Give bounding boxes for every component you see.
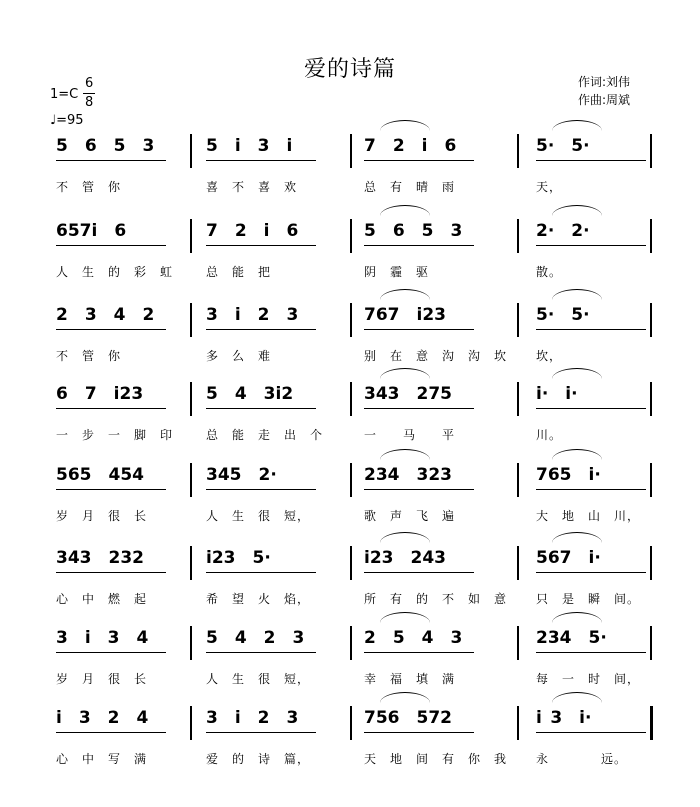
barline: [350, 626, 352, 660]
measure-notes: 767 i23: [364, 305, 446, 325]
slur-mark: [380, 692, 430, 703]
measure-notes: 3 i 2 3: [206, 305, 299, 325]
measure-lyrics: 幸 福 填 满: [364, 672, 456, 686]
score-row: [0, 213, 700, 283]
slur-mark: [380, 205, 430, 216]
barline: [650, 303, 652, 337]
barline: [190, 706, 192, 740]
tempo-marking: ♩=95: [50, 113, 84, 128]
measure-notes: i 3 2 4: [56, 708, 149, 728]
measure-notes: 343 275: [364, 384, 452, 404]
score-row: [0, 376, 700, 446]
beam-underline: [536, 245, 646, 246]
barline: [650, 219, 652, 253]
measure-lyrics: 人 生 很 短，: [206, 509, 311, 523]
barline: [350, 382, 352, 416]
score-row: [0, 700, 700, 770]
measure-notes: 5· 5·: [536, 136, 590, 156]
barline: [517, 382, 519, 416]
beam-underline: [56, 652, 166, 653]
measure-notes: 3 i 3 4: [56, 628, 149, 648]
key-signature: 1=C: [50, 87, 79, 102]
measure-lyrics: 天，: [536, 180, 563, 194]
beam-underline: [206, 408, 316, 409]
barline: [517, 626, 519, 660]
barline: [190, 219, 192, 253]
measure-lyrics: 不 管 你: [56, 180, 122, 194]
measure-notes: 565 454: [56, 465, 144, 485]
measure-lyrics: 总 能 把: [206, 265, 272, 279]
beam-underline: [56, 489, 166, 490]
measure-lyrics: 只 是 瞬 间。: [536, 592, 641, 606]
beam-underline: [206, 245, 316, 246]
slur-mark: [552, 449, 602, 460]
measure-lyrics: 总 能 走 出 个: [206, 428, 324, 442]
measure-notes: i· i·: [536, 384, 578, 404]
measure-lyrics: 每 一 时 间，: [536, 672, 641, 686]
measure-lyrics: 人 生 的 彩 虹: [56, 265, 174, 279]
score-row: [0, 540, 700, 610]
beam-underline: [364, 572, 474, 573]
barline: [190, 382, 192, 416]
measure-lyrics: 坎，: [536, 349, 563, 363]
slur-mark: [552, 532, 602, 543]
slur-mark: [552, 289, 602, 300]
measure-lyrics: 心 中 写 满: [56, 752, 148, 766]
slur-mark: [380, 612, 430, 623]
measure-lyrics: 别 在 意 沟 沟 坎: [364, 349, 508, 363]
slur-mark: [552, 692, 602, 703]
beam-underline: [364, 245, 474, 246]
final-barline: [650, 706, 653, 740]
measure-notes: i 3 i·: [536, 708, 592, 728]
barline: [190, 626, 192, 660]
measure-notes: 567 i·: [536, 548, 601, 568]
slur-mark: [380, 289, 430, 300]
lyricist-credit: 作词:刘伟: [578, 75, 631, 89]
barline: [650, 626, 652, 660]
barline: [190, 546, 192, 580]
barline: [350, 134, 352, 168]
beam-underline: [56, 160, 166, 161]
barline: [517, 303, 519, 337]
song-title: 爱的诗篇: [303, 57, 396, 82]
beam-underline: [536, 489, 646, 490]
beam-underline: [206, 160, 316, 161]
measure-lyrics: 岁 月 很 长: [56, 672, 148, 686]
barline: [517, 706, 519, 740]
slur-mark: [380, 449, 430, 460]
beam-underline: [56, 408, 166, 409]
measure-notes: 5· 5·: [536, 305, 590, 325]
barline: [190, 134, 192, 168]
barline: [650, 546, 652, 580]
beam-underline: [364, 652, 474, 653]
beam-underline: [536, 329, 646, 330]
meter-numerator: 6: [85, 76, 94, 91]
barline: [650, 382, 652, 416]
barline: [650, 134, 652, 168]
measure-notes: 2· 2·: [536, 221, 590, 241]
beam-underline: [364, 160, 474, 161]
measure-notes: 2 5 4 3: [364, 628, 463, 648]
slur-mark: [552, 205, 602, 216]
measure-lyrics: 心 中 燃 起: [56, 592, 148, 606]
barline: [350, 303, 352, 337]
measure-notes: 234 323: [364, 465, 452, 485]
measure-lyrics: 不 管 你: [56, 349, 122, 363]
beam-underline: [536, 408, 646, 409]
barline: [350, 546, 352, 580]
barline: [190, 303, 192, 337]
measure-lyrics: 川。: [536, 428, 563, 442]
slur-mark: [552, 612, 602, 623]
beam-underline: [364, 408, 474, 409]
beam-underline: [364, 732, 474, 733]
beam-underline: [206, 572, 316, 573]
barline: [650, 463, 652, 497]
barline: [517, 219, 519, 253]
measure-lyrics: 一 步 一 脚 印: [56, 428, 174, 442]
barline: [517, 463, 519, 497]
measure-notes: 7 2 i 6: [364, 136, 457, 156]
score-row: [0, 457, 700, 527]
measure-notes: 6 7 i23: [56, 384, 144, 404]
beam-underline: [56, 732, 166, 733]
beam-underline: [364, 489, 474, 490]
score-row: [0, 128, 700, 198]
measure-notes: i23 5·: [206, 548, 271, 568]
measure-lyrics: 总 有 晴 雨: [364, 180, 456, 194]
measure-lyrics: 所 有 的 不 如 意: [364, 592, 508, 606]
meter-divider: [83, 93, 95, 94]
meter-denominator: 8: [85, 95, 94, 110]
measure-notes: 5 i 3 i: [206, 136, 293, 156]
beam-underline: [56, 572, 166, 573]
measure-lyrics: 阴 霾 驱: [364, 265, 430, 279]
measure-lyrics: 爱 的 诗 篇，: [206, 752, 311, 766]
barline: [517, 134, 519, 168]
barline: [517, 546, 519, 580]
barline: [350, 219, 352, 253]
score-row: [0, 297, 700, 367]
measure-lyrics: 多 么 难: [206, 349, 272, 363]
score-row: [0, 620, 700, 690]
measure-notes: i23 243: [364, 548, 446, 568]
measure-notes: 234 5·: [536, 628, 607, 648]
measure-notes: 765 i·: [536, 465, 601, 485]
measure-lyrics: 岁 月 很 长: [56, 509, 148, 523]
measure-notes: 2 3 4 2: [56, 305, 155, 325]
measure-lyrics: 散。: [536, 265, 563, 279]
beam-underline: [536, 572, 646, 573]
barline: [350, 706, 352, 740]
measure-notes: 343 232: [56, 548, 144, 568]
measure-lyrics: 大 地 山 川，: [536, 509, 641, 523]
measure-lyrics: 一 马 平: [364, 428, 456, 442]
measure-lyrics: 永 远。: [536, 752, 628, 766]
beam-underline: [206, 329, 316, 330]
measure-lyrics: 天 地 间 有 你 我: [364, 752, 508, 766]
measure-notes: 5 6 5 3: [364, 221, 463, 241]
measure-notes: 3 i 2 3: [206, 708, 299, 728]
measure-notes: 7 2 i 6: [206, 221, 299, 241]
beam-underline: [536, 160, 646, 161]
composer-credit: 作曲:周斌: [578, 93, 631, 107]
slur-mark: [380, 532, 430, 543]
measure-lyrics: 喜 不 喜 欢: [206, 180, 298, 194]
measure-notes: 5 6 5 3: [56, 136, 155, 156]
measure-notes: 345 2·: [206, 465, 277, 485]
measure-lyrics: 希 望 火 焰，: [206, 592, 311, 606]
measure-notes: 657i 6: [56, 221, 127, 241]
slur-mark: [552, 120, 602, 131]
slur-mark: [380, 368, 430, 379]
barline: [350, 463, 352, 497]
beam-underline: [536, 652, 646, 653]
beam-underline: [364, 329, 474, 330]
slur-mark: [380, 120, 430, 131]
beam-underline: [56, 245, 166, 246]
slur-mark: [552, 368, 602, 379]
measure-notes: 5 4 2 3: [206, 628, 305, 648]
measure-lyrics: 歌 声 飞 遍: [364, 509, 456, 523]
measure-notes: 756 572: [364, 708, 452, 728]
beam-underline: [206, 732, 316, 733]
measure-lyrics: 人 生 很 短，: [206, 672, 311, 686]
beam-underline: [206, 489, 316, 490]
measure-notes: 5 4 3i2: [206, 384, 294, 404]
beam-underline: [56, 329, 166, 330]
beam-underline: [536, 732, 646, 733]
barline: [190, 463, 192, 497]
beam-underline: [206, 652, 316, 653]
